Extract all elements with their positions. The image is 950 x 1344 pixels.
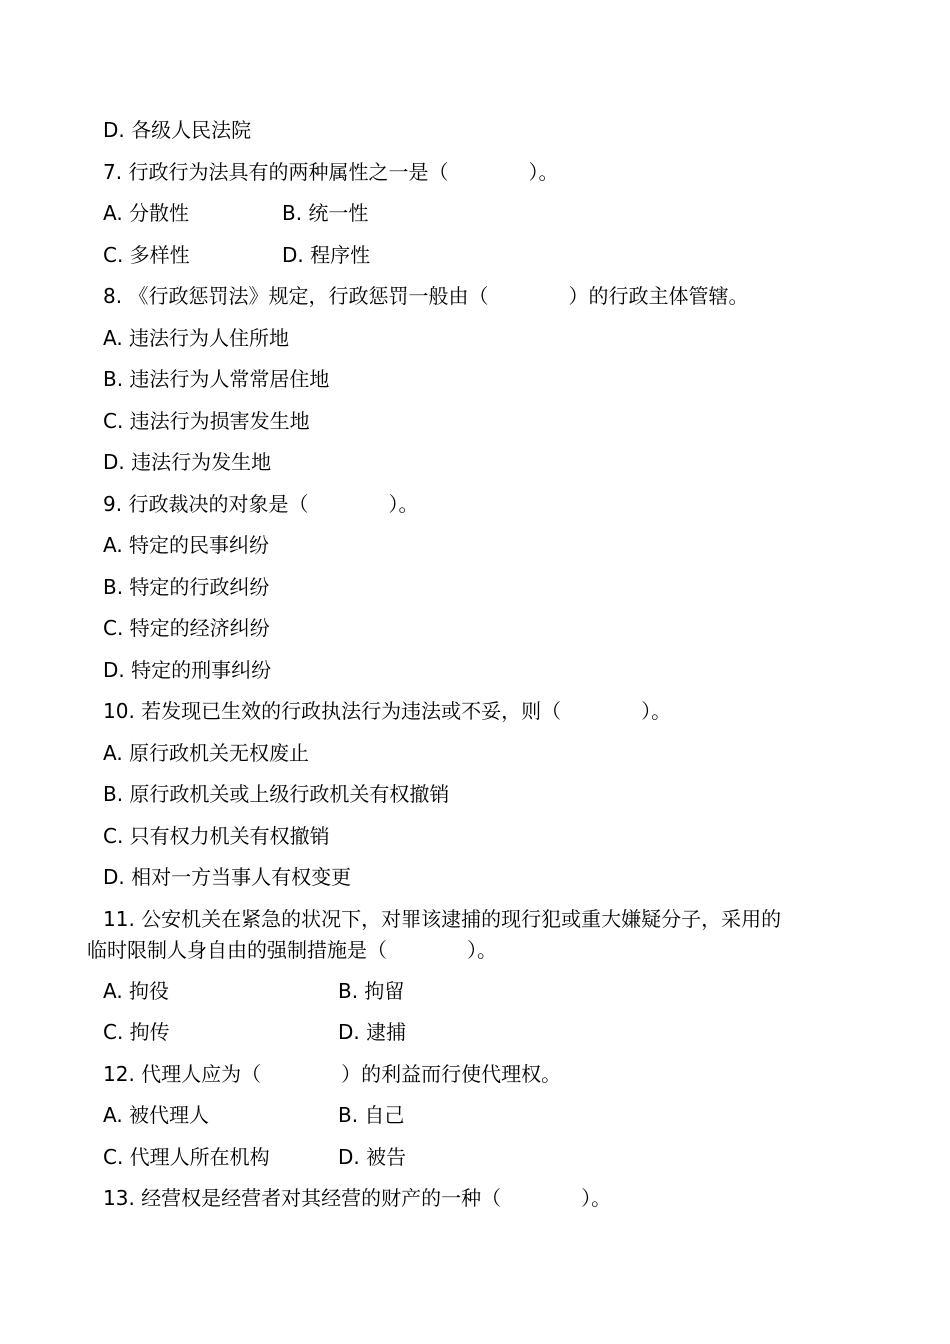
q11-question-line1: 11. 公安机关在紧急的状况下，对罪该逮捕的现行犯或重大嫌疑分子，采用的 xyxy=(103,907,782,931)
q8-option-a: A. 违法行为人住所地 xyxy=(103,326,290,350)
q7-question: 7. 行政行为法具有的两种属性之一是（ ）。 xyxy=(103,160,559,184)
q10-option-c: C. 只有权力机关有权撤销 xyxy=(103,824,330,848)
q12-option-b: B. 自己 xyxy=(338,1103,405,1127)
q9-option-b: B. 特定的行政纠纷 xyxy=(103,575,270,599)
q8-option-b: B. 违法行为人常常居住地 xyxy=(103,367,330,391)
q9-option-d: D. 特定的刑事纠纷 xyxy=(103,658,272,682)
q8-option-c: C. 违法行为损害发生地 xyxy=(103,409,310,433)
q10-option-a: A. 原行政机关无权废止 xyxy=(103,741,310,765)
q7-option-d: D. 程序性 xyxy=(282,243,371,267)
q10-option-d: D. 相对一方当事人有权变更 xyxy=(103,865,352,889)
q12-question: 12. 代理人应为（ ）的利益而行使代理权。 xyxy=(103,1062,562,1086)
q7-option-b: B. 统一性 xyxy=(282,201,369,225)
q6-option-d: D. 各级人民法院 xyxy=(103,118,252,142)
q12-option-d: D. 被告 xyxy=(338,1145,407,1169)
q11-option-c: C. 拘传 xyxy=(103,1020,170,1044)
q11-option-b: B. 拘留 xyxy=(338,979,405,1003)
q11-option-a: A. 拘役 xyxy=(103,979,170,1003)
q9-question: 9. 行政裁决的对象是（ ）。 xyxy=(103,492,419,516)
q10-option-b: B. 原行政机关或上级行政机关有权撤销 xyxy=(103,782,450,806)
q12-option-a: A. 被代理人 xyxy=(103,1103,210,1127)
q11-question-line2: 临时限制人身自由的强制措施是（ ）。 xyxy=(87,938,497,962)
q13-question: 13. 经营权是经营者对其经营的财产的一种（ ）。 xyxy=(103,1186,612,1210)
q7-option-c: C. 多样性 xyxy=(103,243,190,267)
q12-option-c: C. 代理人所在机构 xyxy=(103,1145,270,1169)
q10-question: 10. 若发现已生效的行政执法行为违法或不妥，则（ ）。 xyxy=(103,699,672,723)
q11-option-d: D. 逮捕 xyxy=(338,1020,407,1044)
q9-option-c: C. 特定的经济纠纷 xyxy=(103,616,270,640)
q7-option-a: A. 分散性 xyxy=(103,201,190,225)
q8-question: 8. 《行政惩罚法》规定，行政惩罚一般由（ ）的行政主体管辖。 xyxy=(103,284,749,308)
q9-option-a: A. 特定的民事纠纷 xyxy=(103,533,270,557)
q8-option-d: D. 违法行为发生地 xyxy=(103,450,272,474)
